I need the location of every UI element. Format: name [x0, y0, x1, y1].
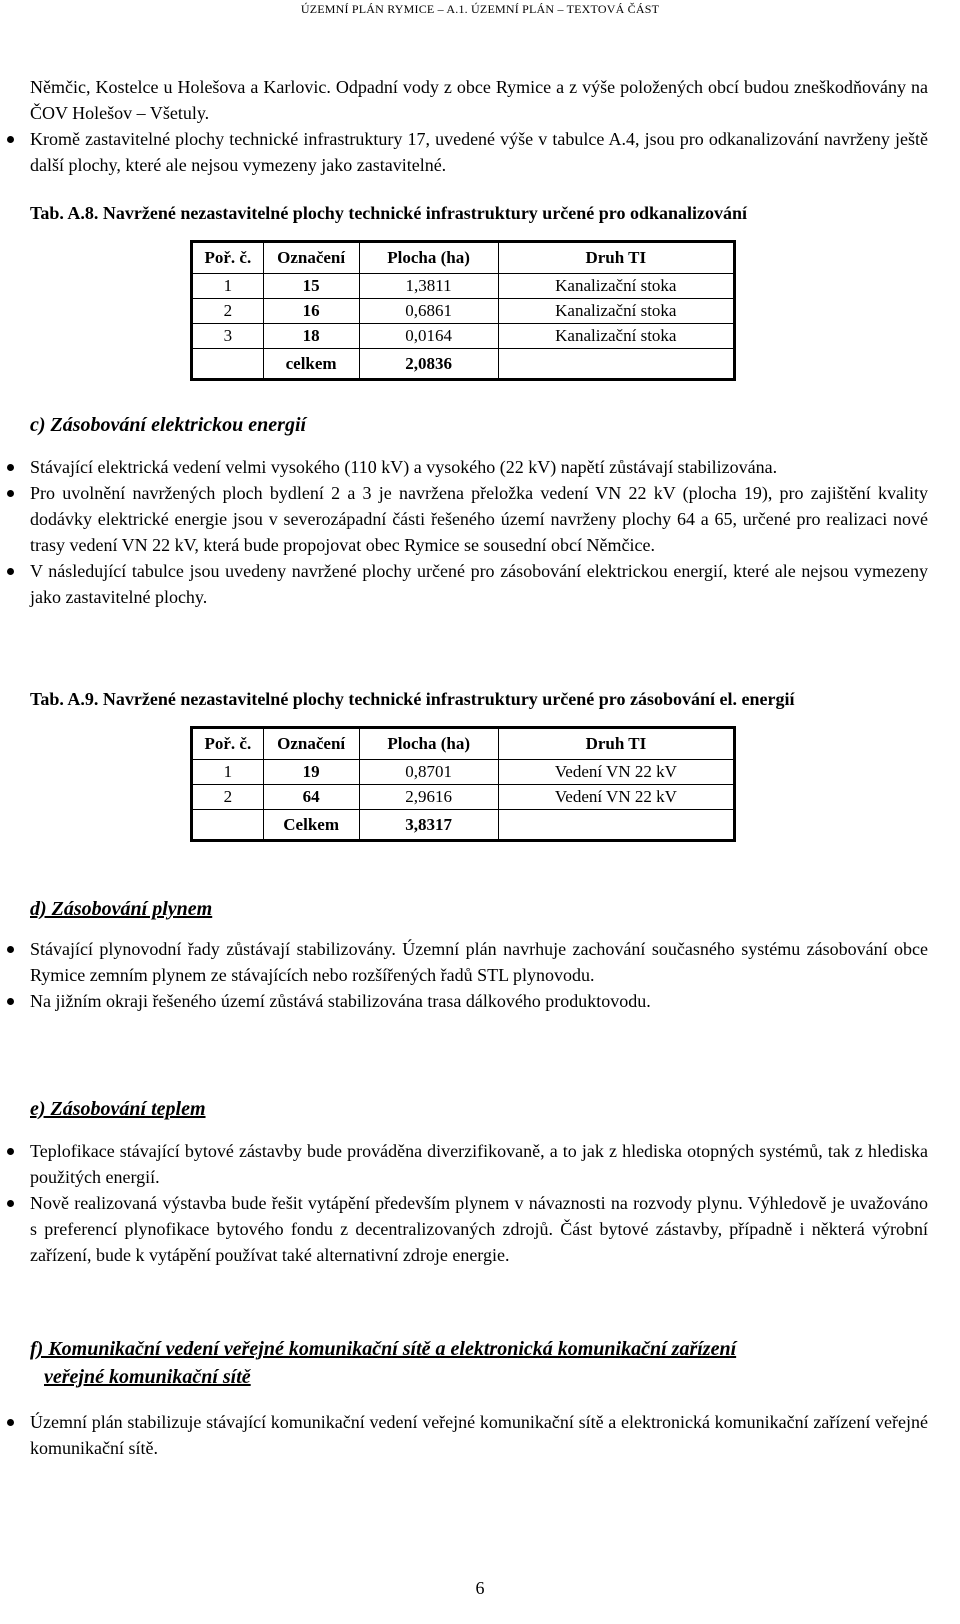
table-a9: [190, 726, 736, 842]
table-cell: Vedení VN 22 kV: [498, 785, 734, 810]
table-cell: 0,6861: [359, 299, 498, 324]
section-e-heading: e) Zásobování teplem: [30, 1098, 206, 1120]
intro-paragraph: Němčic, Kostelce u Holešova a Karlovic. Odpadní vody z obce Rymice a z výše položených obcí budou zneškodňovány na ČOV Holešov – Všetuly.: [30, 77, 928, 123]
table-header-cell: Poř. č.: [192, 728, 264, 760]
table-header-cell: Plocha (ha): [359, 242, 498, 274]
section-f-heading: f) Komunikační vedení veřejné komunikační sítě a elektronická komunikační zařízení: [30, 1338, 737, 1360]
table-row: [192, 785, 735, 810]
table-cell: Kanalizační stoka: [498, 299, 734, 324]
bullet-icon: [7, 464, 14, 471]
table-cell: 18: [263, 324, 359, 349]
table-cell: 2: [192, 785, 264, 810]
table-cell-empty: [498, 349, 734, 380]
table-cell: 0,8701: [359, 760, 498, 785]
table-total-label: Celkem: [263, 810, 359, 841]
section-c-heading: c) Zásobování elektrickou energií: [30, 414, 307, 436]
section-f-heading-continued: veřejné komunikační sítě: [44, 1366, 251, 1388]
page-number: 6: [475, 1578, 485, 1598]
list-item: Pro uvolnění navržených ploch bydlení 2 a 3 je navržena přeložka vedení VN 22 kV (plocha 19), pro zajištění kvality dodávky elektrické energie jsou v severozápadní části řešeného území navrženy plochy 64 a 65, určené pro realizaci nové trasy vedení VN 22 kV, která bude propojovat obec Rymice se sousední obcí Němčice.: [30, 480, 928, 558]
table-cell: 1: [192, 760, 264, 785]
list-item: V následující tabulce jsou uvedeny navržené plochy určené pro zásobování elektrickou energií, které ale nejsou vymezeny jako zastavitelné plochy.: [30, 558, 928, 610]
bullet-icon: [7, 568, 14, 575]
table-cell-empty: [498, 810, 734, 841]
section-e-list: [30, 1138, 928, 1268]
table-cell-empty: [192, 810, 264, 841]
list-item: Stávající elektrická vedení velmi vysokého (110 kV) a vysokého (22 kV) napětí zůstávají stabilizována.: [30, 454, 928, 480]
table-cell: 15: [263, 274, 359, 299]
table-cell: 3: [192, 324, 264, 349]
table-total-row: [192, 349, 735, 380]
table-total-value: 2,0836: [359, 349, 498, 380]
table-total-row: [192, 810, 735, 841]
bullet-icon: [7, 1419, 14, 1426]
table-cell: 19: [263, 760, 359, 785]
section-d-heading: d) Zásobování plynem: [30, 898, 213, 920]
section-d-list: [30, 936, 928, 1014]
table-header-row: [192, 728, 735, 760]
section-c-list: [30, 454, 928, 610]
table-row: [192, 299, 735, 324]
table-header-cell: Plocha (ha): [359, 728, 498, 760]
bullet-icon: [7, 490, 14, 497]
section-f-list: [30, 1409, 928, 1461]
table-total-value: 3,8317: [359, 810, 498, 841]
list-item: Stávající plynovodní řady zůstávají stabilizovány. Územní plán navrhuje zachování současného systému zásobování obce Rymice zemním plynem ze stávajících nebo rozšířených řadů STL plynovodu.: [30, 936, 928, 988]
intro-list: [30, 126, 928, 178]
table-cell: Kanalizační stoka: [498, 324, 734, 349]
list-item: Územní plán stabilizuje stávající komunikační vedení veřejné komunikační sítě a elektronická komunikační zařízení veřejné komunikační sítě.: [30, 1409, 928, 1461]
table-cell: 1,3811: [359, 274, 498, 299]
table-row: [192, 274, 735, 299]
list-item: Na jižním okraji řešeného území zůstává stabilizována trasa dálkového produktovodu.: [30, 988, 928, 1014]
table-cell: 64: [263, 785, 359, 810]
list-item: Nově realizovaná výstavba bude řešit vytápění především plynem v návaznosti na rozvody plynu. Výhledově je uvažováno s preferencí plynofikace bytového fondu z decentralizovaných zdrojů. Část bytové zástavby, případně i některá výrobní zařízení, bude k vytápění používat také alternativní zdroje energie.: [30, 1190, 928, 1268]
bullet-icon: [7, 998, 14, 1005]
table-cell: 1: [192, 274, 264, 299]
table-a8: [190, 240, 736, 381]
table-cell: Vedení VN 22 kV: [498, 760, 734, 785]
bullet-icon: [7, 946, 14, 953]
bullet-icon: [7, 136, 14, 143]
table-total-label: celkem: [263, 349, 359, 380]
table-cell: 0,0164: [359, 324, 498, 349]
table-header-cell: Označení: [263, 728, 359, 760]
table-header-cell: Poř. č.: [192, 242, 264, 274]
list-item: Teplofikace stávající bytové zástavby bude prováděna diverzifikovaně, a to jak z hlediska otopných systémů, tak z hlediska použitých energií.: [30, 1138, 928, 1190]
table-header-cell: Druh TI: [498, 242, 734, 274]
table-cell: 2,9616: [359, 785, 498, 810]
bullet-icon: [7, 1148, 14, 1155]
table-header-cell: Označení: [263, 242, 359, 274]
table-cell: Kanalizační stoka: [498, 274, 734, 299]
table-cell: 2: [192, 299, 264, 324]
table-a9-caption: Tab. A.9. Navržené nezastavitelné plochy technické infrastruktury určené pro zásobování el. energií: [30, 689, 795, 709]
bullet-icon: [7, 1200, 14, 1207]
table-cell-empty: [192, 349, 264, 380]
table-row: [192, 760, 735, 785]
table-a8-caption: Tab. A.8. Navržené nezastavitelné plochy technické infrastruktury určené pro odkanalizování: [30, 203, 747, 223]
table-cell: 16: [263, 299, 359, 324]
list-item: Kromě zastavitelné plochy technické infrastruktury 17, uvedené výše v tabulce A.4, jsou pro odkanalizování navrženy ještě další plochy, které ale nejsou vymezeny jako zastavitelné.: [30, 126, 928, 178]
table-row: [192, 324, 735, 349]
table-header-row: [192, 242, 735, 274]
running-header: ÚZEMNÍ PLÁN RYMICE – A.1. ÚZEMNÍ PLÁN – TEXTOVÁ ČÁST: [300, 2, 660, 16]
table-header-cell: Druh TI: [498, 728, 734, 760]
